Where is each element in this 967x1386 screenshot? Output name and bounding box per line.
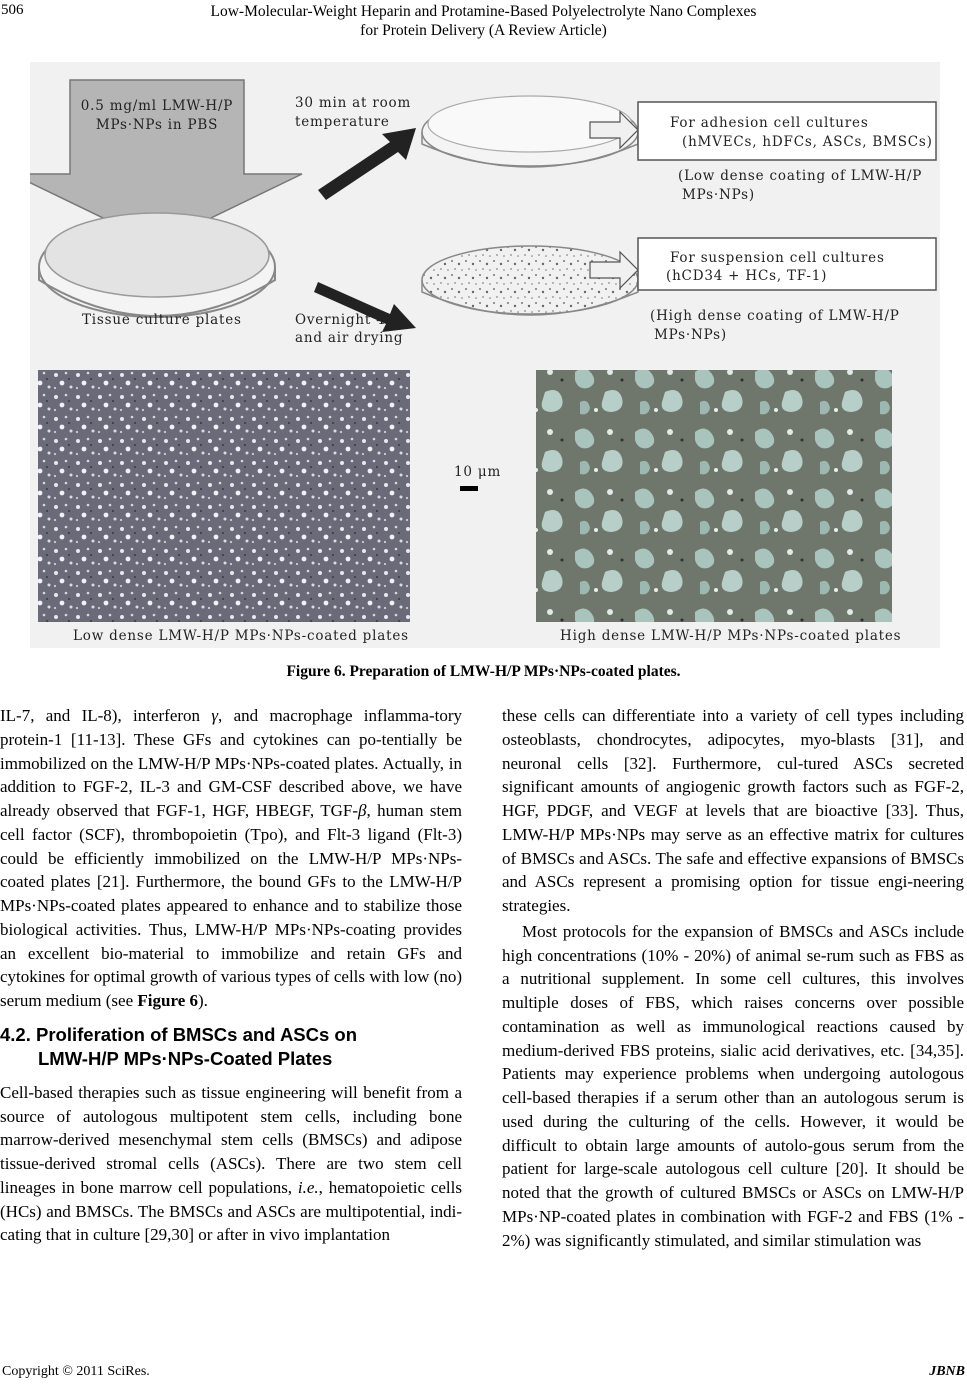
figure-6-diagram bbox=[30, 62, 940, 648]
copyright: Copyright © 2011 SciRes. bbox=[2, 1364, 150, 1379]
step1-line2: temperature bbox=[295, 114, 390, 130]
step2-line1: Overnight 4℃ bbox=[295, 312, 402, 328]
box-label-line1: 0.5 mg/ml LMW-H/P bbox=[80, 98, 234, 114]
scale-label: 10 μm bbox=[454, 464, 502, 480]
right-column bbox=[502, 704, 964, 1252]
running-title-line2: for Protein Delivery (A Review Article) bbox=[360, 22, 607, 39]
scale-bar bbox=[460, 486, 478, 491]
left-column bbox=[0, 704, 462, 1247]
adhesion-line2: (hMVECs, hDFCs, ASCs, BMSCs) bbox=[682, 134, 933, 150]
running-title bbox=[0, 2, 967, 40]
plate-label: Tissue culture plates bbox=[82, 312, 242, 328]
running-head bbox=[0, 2, 967, 42]
right-paragraph-1: these cells can differentiate into a variety of cell types including osteoblasts, chondrocytes, adipocytes, myo-blasts [31], and neuronal cells [32]. Furthermore, cul-tured ASCs secreted significant amounts of angiogenic growth factors such as FGF-2, HGF, PDGF, and VEGF at levels that are bioactive [33]. Thus, LMW-H/P MPs·NPs may serve as an effective matrix for cultures of BMSCs and ASCs. The safe and effective expansions of BMSCs and ASCs represent a promising option for tissue engi-neering strategies. bbox=[502, 706, 964, 915]
section-heading-line2: LMW-H/P MPs·NPs-Coated Plates bbox=[38, 1047, 333, 1069]
suspension-line2: (hCD34 + HCs, TF-1) bbox=[666, 268, 828, 284]
box-label-line2: MPs·NPs in PBS bbox=[95, 117, 219, 133]
left-micrograph-label: Low dense LMW-H/P MPs·NPs-coated plates bbox=[73, 628, 409, 644]
page-number: 506 bbox=[1, 2, 24, 18]
adhesion-box bbox=[638, 102, 936, 160]
suspension-line1: For suspension cell cultures bbox=[670, 250, 885, 266]
figure-6 bbox=[30, 62, 940, 648]
low-dense-micrograph bbox=[38, 370, 410, 622]
section-heading-line1: 4.2. Proliferation of BMSCs and ASCs on bbox=[0, 1023, 358, 1045]
figure-caption: Figure 6. Preparation of LMW-H/P MPs·NPs-coated plates. bbox=[286, 663, 681, 680]
left-paragraph-1: IL-7, and IL-8), interferon γ, and macrophage inflamma-tory protein-1 [11-13]. These GFs and cytokines can po-tentially be immobilized on the LMW-H/P MPs·NPs-coated plates. Actually, in addition to FGF-2, IL-3 and GM-CSF described above, we have already observed that FGF-1, HGF, HBEGF, TGF-β, human stem cell factor (SCF), thrombopoietin (Tpo), and Flt-3 ligand (Flt-3) could be efficiently immobilized on the LMW-H/P MPs·NPs-coated plates [21]. Furthermore, the bound GFs to the LMW-H/P MPs·NPs-coated plates appeared to enhance and to stabilize those biological activities. Thus, LMW-H/P MPs·NPs-coating provides an excellent bio-material to immobilize and retain GFs and cytokines for optimal growth of various types of cells with low (no) serum medium (see Figure 6). bbox=[0, 706, 462, 1010]
running-title-line1: Low-Molecular-Weight Heparin and Protamine-Based Polyelectrolyte Nano Complexes bbox=[210, 3, 757, 20]
left-paragraph-2: Cell-based therapies such as tissue engineering will benefit from a source of autologous multipotent stem cells, including bone marrow-derived mesenchymal stem cells (BMSCs) and adipose tissue-derived stromal cells (ASCs). There are two stem cell lineages in bone marrow cell populations, i.e., hematopoietic cells (HCs) and BMSCs. The BMSCs and ASCs are multipotential, indi-cating that in culture [29,30] or after in vivo implantation bbox=[0, 1082, 462, 1245]
journal-name: JBNB bbox=[929, 1364, 965, 1379]
high-coat-line1: (High dense coating of LMW-H/P bbox=[650, 308, 900, 324]
adhesion-line1: For adhesion cell cultures bbox=[670, 115, 869, 131]
step1-line1: 30 min at room bbox=[295, 95, 412, 111]
low-coat-line1: (Low dense coating of LMW-H/P bbox=[678, 168, 923, 184]
right-paragraph-2: Most protocols for the expansion of BMSCs and ASCs include high concentrations (10% - 20%) of animal se-rum such as FBS as a nutritional supplement. In some cell cultures, this involves multiple doses of FBS, which raises concerns over possible contamination as well as immunological reactions caused by medium-derived FBS proteins, sialic acid derivatives, etc. [34,35]. Patients may experience problems when undergoing autologous cell-based therapies if a serum other than an autologous serum is used during the culturing of the cells. However, it would be difficult to obtain large amounts of autolo-gous serum from the patient for large-scale autologous cell culture [20]. It should be noted that the growth of cultured BMSCs or ASCs on LMW-H/P MPs·NP-coated plates in combination with FGF-2 and FBS (1% - 2%) was significantly stimulated, and similar stimulation was bbox=[502, 921, 964, 1250]
figure-6-link[interactable]: Figure 6 bbox=[137, 991, 198, 1010]
high-coat-line2: MPs·NPs) bbox=[654, 327, 727, 343]
low-coat-line2: MPs·NPs) bbox=[682, 187, 755, 203]
section-heading bbox=[0, 1023, 462, 1071]
right-micrograph-label: High dense LMW-H/P MPs·NPs-coated plates bbox=[560, 628, 902, 644]
arrow-up-right-icon bbox=[318, 128, 416, 200]
high-dense-micrograph bbox=[536, 370, 892, 622]
step2-line2: and air drying bbox=[295, 330, 404, 346]
